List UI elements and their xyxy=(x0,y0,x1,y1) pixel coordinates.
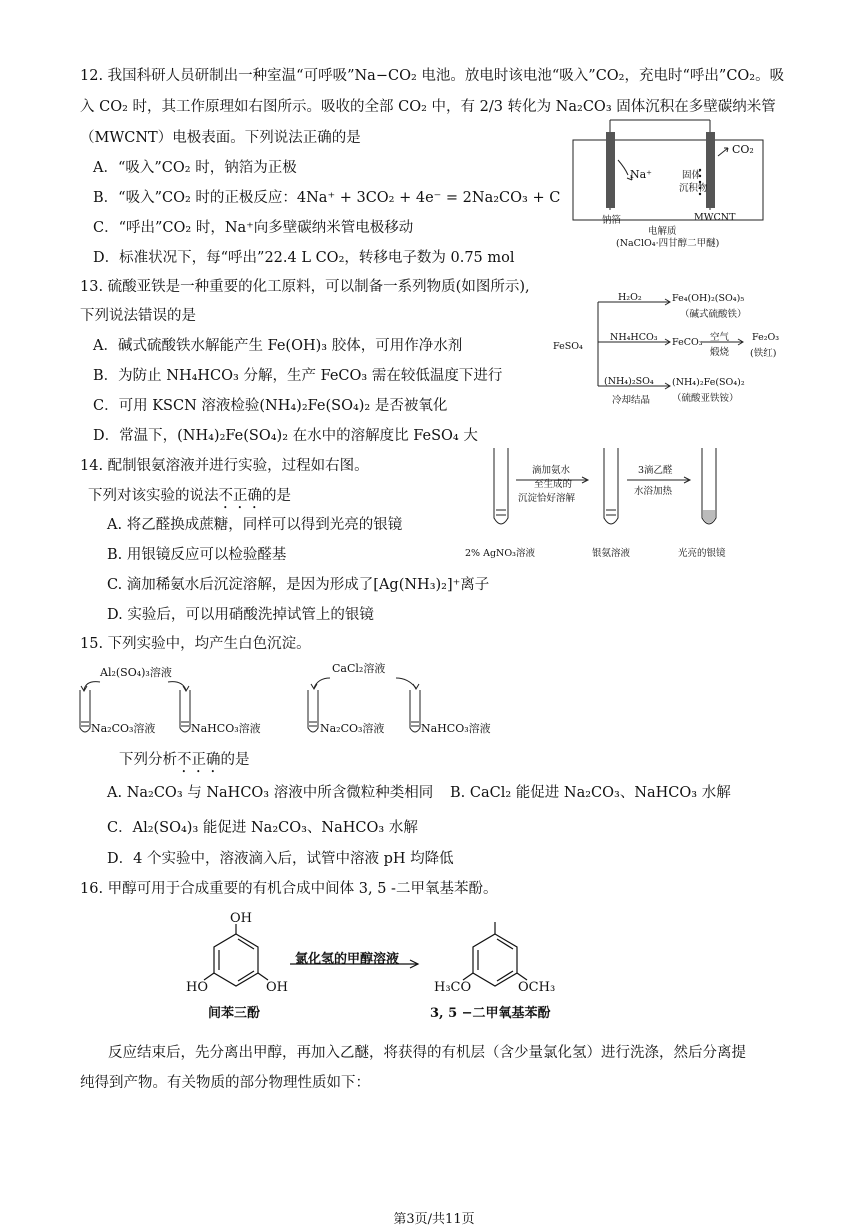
q14-tube3-label: 光亮的银镜 xyxy=(678,548,726,559)
q14-option-b: B. 用银镜反应可以检验醛基 xyxy=(107,547,287,563)
q12-option-b: B．“吸入”CO₂ 时的正极反应：4Na⁺ + 3CO₂ + 4e⁻ = 2Na₂CO₃ + C xyxy=(93,190,561,206)
q14-step2-line1: 3滴乙醛 xyxy=(638,465,673,476)
q14-step1-line3: 沉淀恰好溶解 xyxy=(518,493,576,504)
q16-paragraph-line1: 反应结束后，先分离出甲醇，再加入乙醚，将获得的有机层（含少量氯化氢）进行洗涤，然后分离提 xyxy=(108,1045,746,1061)
q15-tube1-label: Na₂CO₃溶液 xyxy=(91,722,156,735)
q13-fig-reagent-h2o2: H₂O₂ xyxy=(618,292,642,303)
q15-reagent-al2so43: Al₂(SO₄)₃溶液 xyxy=(100,666,172,679)
q13-fig-reagent-nh4hco3: NH₄HCO₃ xyxy=(610,332,658,343)
q16-name-phloroglucinol: 间苯三酚 xyxy=(208,1006,261,1021)
q12-option-d: D．标准状况下，每“呼出”22.4 L CO₂，转移电子数为 0.75 mol xyxy=(93,250,515,266)
q13-option-a: A．碱式硫酸铁水解能产生 Fe(OH)₃ 胶体，可用作净水剂 xyxy=(93,338,463,354)
q14-option-d: D. 实验后，可以用硝酸洗掉试管上的银镜 xyxy=(107,607,374,623)
q13-fig-reagent-crystallize: 冷却结晶 xyxy=(612,395,651,406)
q14-step1-line1: 滴加氨水 xyxy=(532,465,571,476)
q13-fig-reagent-air: 空气 xyxy=(710,332,730,343)
q12-stem-line3: （MWCNT）电极表面。下列说法正确的是 xyxy=(80,130,361,146)
page-footer: 第3页/共11页 xyxy=(393,1212,475,1227)
q13-stem-line2: 下列说法错误的是 xyxy=(80,308,196,324)
q13-fig-reagent-calcine: 煅烧 xyxy=(710,347,730,358)
q15-stem-line1: 15. 下列实验中，均产生白色沉淀。 xyxy=(80,636,311,652)
q14-stem-line2: 下列对该实验的说法不正确的是 xyxy=(88,488,291,504)
q15-tube3-label: Na₂CO₃溶液 xyxy=(320,722,385,735)
q12-fig-co2: CO₂ xyxy=(732,143,754,156)
q16-oh-top: OH xyxy=(230,911,252,926)
q13-fig-product-1: Fe₄(OH)₂(SO₄)₅ xyxy=(672,293,745,304)
q13-fig-product-fe2o3: Fe₂O₃ xyxy=(752,332,780,343)
q16-h3co: H₃CO xyxy=(434,980,472,995)
q16-name-product: 3, 5 −二甲氧基苯酚 xyxy=(430,1006,551,1021)
q14-option-a: A. 将乙醛换成蔗糖，同样可以得到光亮的银镜 xyxy=(107,517,403,533)
q12-fig-label-mwcnt: MWCNT xyxy=(694,212,736,223)
q13-fig-feso4: FeSO₄ xyxy=(553,341,583,352)
q16-paragraph-line2: 纯得到产物。有关物质的部分物理性质如下： xyxy=(80,1075,370,1091)
q12-fig-solid-1: 固体 xyxy=(682,170,702,181)
q12-option-c: C．“呼出”CO₂ 时，Na⁺向多壁碳纳米管电极移动 xyxy=(93,220,414,236)
q14-option-c: C. 滴加稀氨水后沉淀溶解，是因为形成了[Ag(NH₃)₂]⁺离子 xyxy=(107,577,490,593)
q16-reagent: 氯化氢的甲醇溶液 xyxy=(295,952,400,967)
q13-fig-reagent-nh4so4: (NH₄)₂SO₄ xyxy=(604,376,654,387)
q13-stem-line1: 13. 硫酸亚铁是一种重要的化工原料，可以制备一系列物质(如图所示), xyxy=(80,279,530,295)
q13-fig-product-fe2o3-name: (铁红) xyxy=(750,348,777,359)
q13-option-c: C．可用 KSCN 溶液检验(NH₄)₂Fe(SO₄)₂ 是否被氧化 xyxy=(93,398,448,414)
q13-fig-product-1-name: （碱式硫酸铁） xyxy=(680,309,747,320)
q13-option-b: B．为防止 NH₄HCO₃ 分解，生产 FeCO₃ 需在较低温度下进行 xyxy=(93,368,503,384)
q15-option-a: A. Na₂CO₃ 与 NaHCO₃ 溶液中所含微粒种类相同 xyxy=(107,785,434,801)
q12-fig-electrolyte-detail: (NaClO₄·四甘醇二甲醚) xyxy=(616,238,720,249)
q15-stem-line2: 下列分析不正确的是 xyxy=(119,752,250,768)
q16-och3: OCH₃ xyxy=(518,980,556,995)
q12-stem-line1: 12. 我国科研人员研制出一种室温“可呼吸”Na−CO₂ 电池。放电时该电池“吸入”CO₂，充电时“呼出”CO₂。吸 xyxy=(80,68,785,84)
q16-stem-line1: 16. 甲醇可用于合成重要的有机合成中间体 3, 5 -二甲氧基苯酚。 xyxy=(80,881,498,897)
q13-fig-product-4-name: （硫酸亚铁铵） xyxy=(672,393,739,404)
q15-reagent-cacl2: CaCl₂溶液 xyxy=(332,662,386,675)
q13-fig-product-feco3: FeCO₃ xyxy=(672,337,703,348)
q13-fig-product-4: (NH₄)₂Fe(SO₄)₂ xyxy=(672,377,745,388)
q14-tube2-label: 银氨溶液 xyxy=(592,548,631,559)
q16-oh-right: OH xyxy=(266,980,288,995)
q15-option-b: B. CaCl₂ 能促进 Na₂CO₃、NaHCO₃ 水解 xyxy=(450,785,731,801)
q12-option-a: A．“吸入”CO₂ 时，钠箔为正极 xyxy=(93,160,297,176)
q12-stem-line2: 入 CO₂ 时，其工作原理如右图所示。吸收的全部 CO₂ 中，有 2/3 转化为 Na₂CO₃ 固体沉积在多壁碳纳米管 xyxy=(80,99,776,115)
q12-fig-solid-2: 沉积物 xyxy=(679,183,708,194)
q12-fig-na-ion: Na⁺ xyxy=(630,168,652,181)
q16-ho-left: HO xyxy=(186,980,208,995)
q12-fig-label-sodium: 钠箔 xyxy=(602,215,622,226)
q15-tube2-label: NaHCO₃溶液 xyxy=(191,722,261,735)
q12-fig-electrolyte: 电解质 xyxy=(648,226,677,237)
q14-step2-line2: 水浴加热 xyxy=(634,486,673,497)
q15-option-d: D．4 个实验中，溶液滴入后，试管中溶液 pH 均降低 xyxy=(107,851,454,867)
q15-option-c: C．Al₂(SO₄)₃ 能促进 Na₂CO₃、NaHCO₃ 水解 xyxy=(107,820,418,836)
q13-option-d: D．常温下，(NH₄)₂Fe(SO₄)₂ 在水中的溶解度比 FeSO₄ 大 xyxy=(93,428,478,444)
q14-tube1-label: 2% AgNO₃溶液 xyxy=(465,548,535,559)
q14-stem-line1: 14. 配制银氨溶液并进行实验，过程如右图。 xyxy=(80,458,369,474)
q15-tube4-label: NaHCO₃溶液 xyxy=(421,722,491,735)
q14-step1-line2: 至生成的 xyxy=(534,479,573,490)
